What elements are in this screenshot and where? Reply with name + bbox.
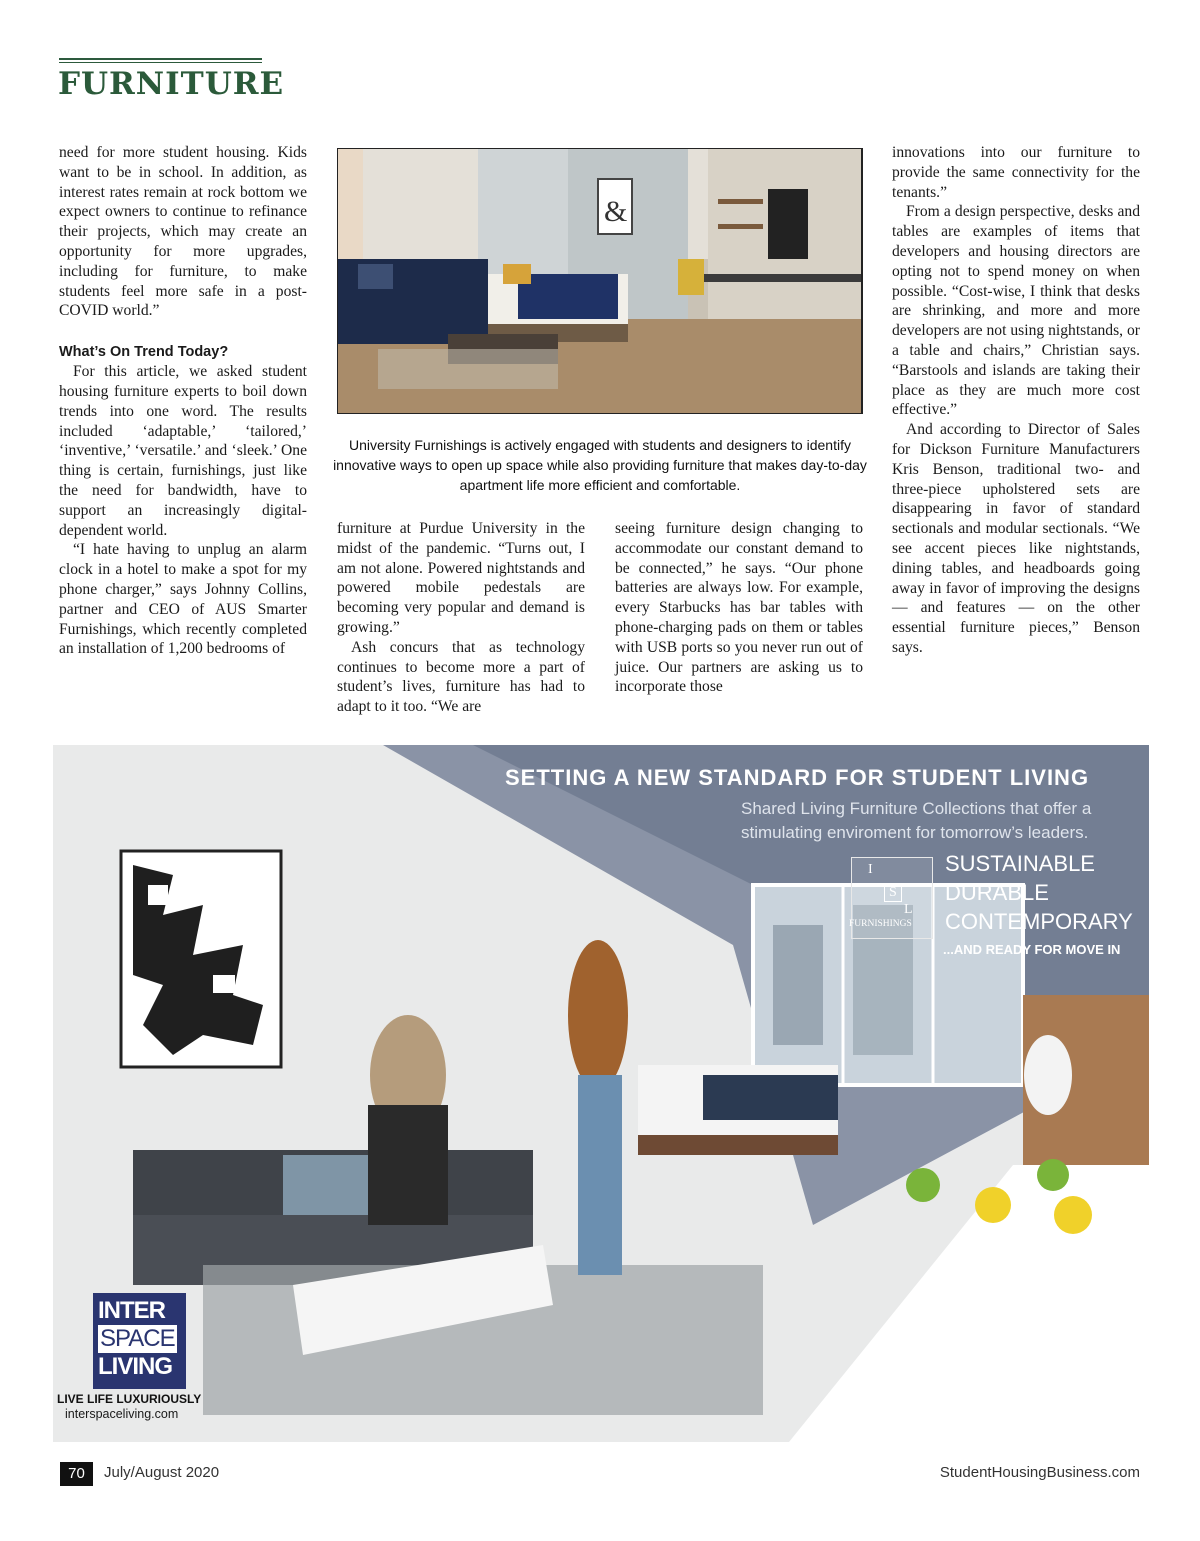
article-column-4 xyxy=(892,143,1140,658)
interspace-living-logo xyxy=(93,1293,186,1389)
isl-letter: I xyxy=(868,862,873,877)
section-rule xyxy=(59,58,262,63)
isl-furnishings-label: FURNISHINGS xyxy=(849,919,912,929)
article-column-2 xyxy=(337,519,585,717)
photo-caption: University Furnishings is actively engaged with students and designers to identify innovative ways to open up space while also providing furniture that makes day-to-day apartment life more efficient and comfortable. xyxy=(333,437,867,493)
logo-line: SPACE xyxy=(100,1325,175,1352)
ad-subheadline: Shared Living Furniture Collections that offer a stimulating enviroment for tomorrow’s leaders. xyxy=(741,799,1092,842)
ad-ready-text: ...AND READY FOR MOVE IN xyxy=(943,942,1121,957)
subheading: What’s On Trend Today? xyxy=(59,344,229,361)
paragraph: For this article, we asked student housing furniture experts to boil down trends into one word. The results included ‘adaptable,’ ‘tailored,’ ‘inventive,’ ‘versatile.’ and ‘sleek.’ One thing is certain, furnishings, just like the need for bandwidth, have to support an increasingly digital-dependent world. xyxy=(59,363,307,539)
ad-feature: DURABLE xyxy=(945,880,1049,905)
logo-line: LIVING xyxy=(98,1353,173,1380)
ad-headline: SETTING A NEW STANDARD FOR STUDENT LIVING xyxy=(505,765,1090,790)
paragraph: seeing furniture design changing to accommodate our constant demand to be connected,” he says. “Our phone batteries are always low. For example, every Starbucks has bar tables with phone-charging pads on them or tables with USB ports so you never run out of juice. Our partners are asking us to incorporate those xyxy=(615,520,863,696)
section-title: FURNITURE xyxy=(58,66,285,102)
logo-line: INTER xyxy=(98,1297,165,1324)
dorm-room-photo xyxy=(337,148,863,414)
paragraph: innovations into our furniture to provide the same connectivity for the tenants.” xyxy=(892,144,1140,201)
ad-feature-list xyxy=(945,849,1133,936)
paragraph: “I hate having to unplug an alarm clock in a hotel to make a spot for my phone charger,” says Johnny Collins, partner and CEO of AUS Smarter Furnishings, which recently completed an installation of 1,200 bedrooms of xyxy=(59,541,307,658)
paragraph: And according to Director of Sales for Dickson Furniture Manufacturers Kris Benson, traditional two- and three-piece upholstered sets are disappearing in favor of standard sectionals and modular sectionals. “We see accent pieces like nightstands, dining tables, and headboards going away in favor of improving the designs — and features — on the other essential furniture pieces,” Benson says. xyxy=(892,421,1140,656)
interspace-living-ad[interactable] xyxy=(53,745,1149,1442)
isl-letter: L xyxy=(904,902,913,917)
article-column-3 xyxy=(615,519,863,697)
dorm-room-illustration xyxy=(338,149,863,414)
paragraph: From a design perspective, desks and tables are examples of items that developers and housing directors are opting not to spend money on when possible. “Cost-wise, I think that desks are shrinking, and more and more developers are not using nightstands, or a table and chairs,” Christian says. “Barstools and islands are taking their place as they are much more cost effective.” xyxy=(892,203,1140,419)
publication-website[interactable]: StudentHousingBusiness.com xyxy=(939,1464,1140,1481)
ad-tagline: LIVE LIFE LUXURIOUSLY xyxy=(57,1392,202,1406)
paragraph: need for more student housing. Kids want to be in school. In addition, as interest rates remain at rock bottom we expect owners to continue to refinance their projects, which may create an opportunity for more upgrades, including for furniture, to make students feel more safe in a post-COVID world.” xyxy=(59,144,307,320)
paragraph: Ash concurs that as technology continues to become more a part of student’s lives, furniture has had to adapt to it too. “We are xyxy=(337,638,585,716)
isl-letter: S xyxy=(884,884,902,902)
page-number: 70 xyxy=(60,1462,93,1486)
article-column-1 xyxy=(59,143,307,659)
paragraph: furniture at Purdue University in the midst of the pandemic. “Turns out, I am not alone. Powered nightstands and powered mobile pedestals are becoming very popular and demand is growing.” xyxy=(337,520,585,636)
ad-website-link[interactable]: interspaceliving.com xyxy=(65,1407,179,1421)
ad-feature: SUSTAINABLE xyxy=(945,851,1095,876)
issue-date: July/August 2020 xyxy=(104,1464,220,1481)
ad-feature: CONTEMPORARY xyxy=(945,909,1133,934)
svg-text:&: & xyxy=(604,195,628,228)
